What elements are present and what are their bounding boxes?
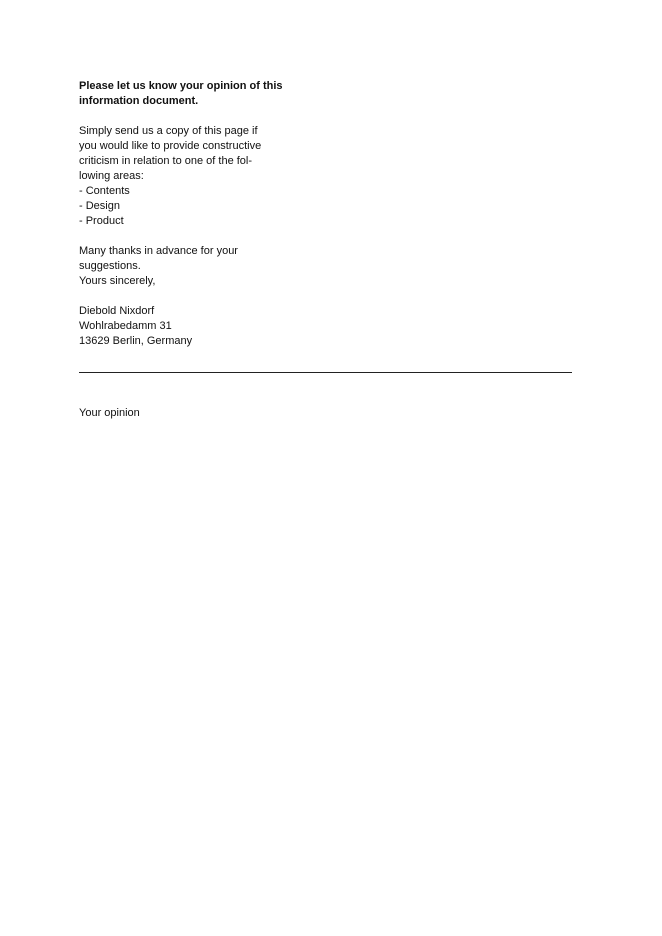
intro-paragraph — [79, 124, 339, 184]
feedback-areas-list — [79, 184, 339, 229]
feedback-request — [79, 79, 339, 349]
intro-line: Simply send us a copy of this page if — [79, 125, 258, 137]
closing-paragraph — [79, 244, 339, 289]
closing-line: Many thanks in advance for your — [79, 245, 238, 257]
cut-line-divider — [79, 372, 572, 373]
area-item-product: - Product — [79, 215, 124, 227]
feedback-heading — [79, 79, 339, 109]
closing-line: suggestions. — [79, 260, 141, 272]
heading-line: information document. — [79, 95, 199, 107]
sender-address — [79, 304, 339, 349]
closing-line: Yours sincerely, — [79, 275, 156, 287]
paragraph-gap — [79, 229, 339, 244]
company-name: Diebold Nixdorf — [79, 305, 155, 317]
area-item-contents: - Contents — [79, 185, 130, 197]
street-address: Wohlrabedamm 31 — [79, 320, 172, 332]
intro-line: you would like to provide constructive — [79, 140, 262, 152]
your-opinion-label: Your opinion — [79, 407, 140, 419]
intro-line: criticism in relation to one of the fol- — [79, 155, 253, 167]
area-item-design: - Design — [79, 200, 120, 212]
city-address: 13629 Berlin, Germany — [79, 335, 193, 347]
heading-line: Please let us know your opinion of this — [79, 80, 283, 92]
paragraph-gap — [79, 109, 339, 124]
intro-line: lowing areas: — [79, 170, 144, 182]
paragraph-gap — [79, 289, 339, 304]
